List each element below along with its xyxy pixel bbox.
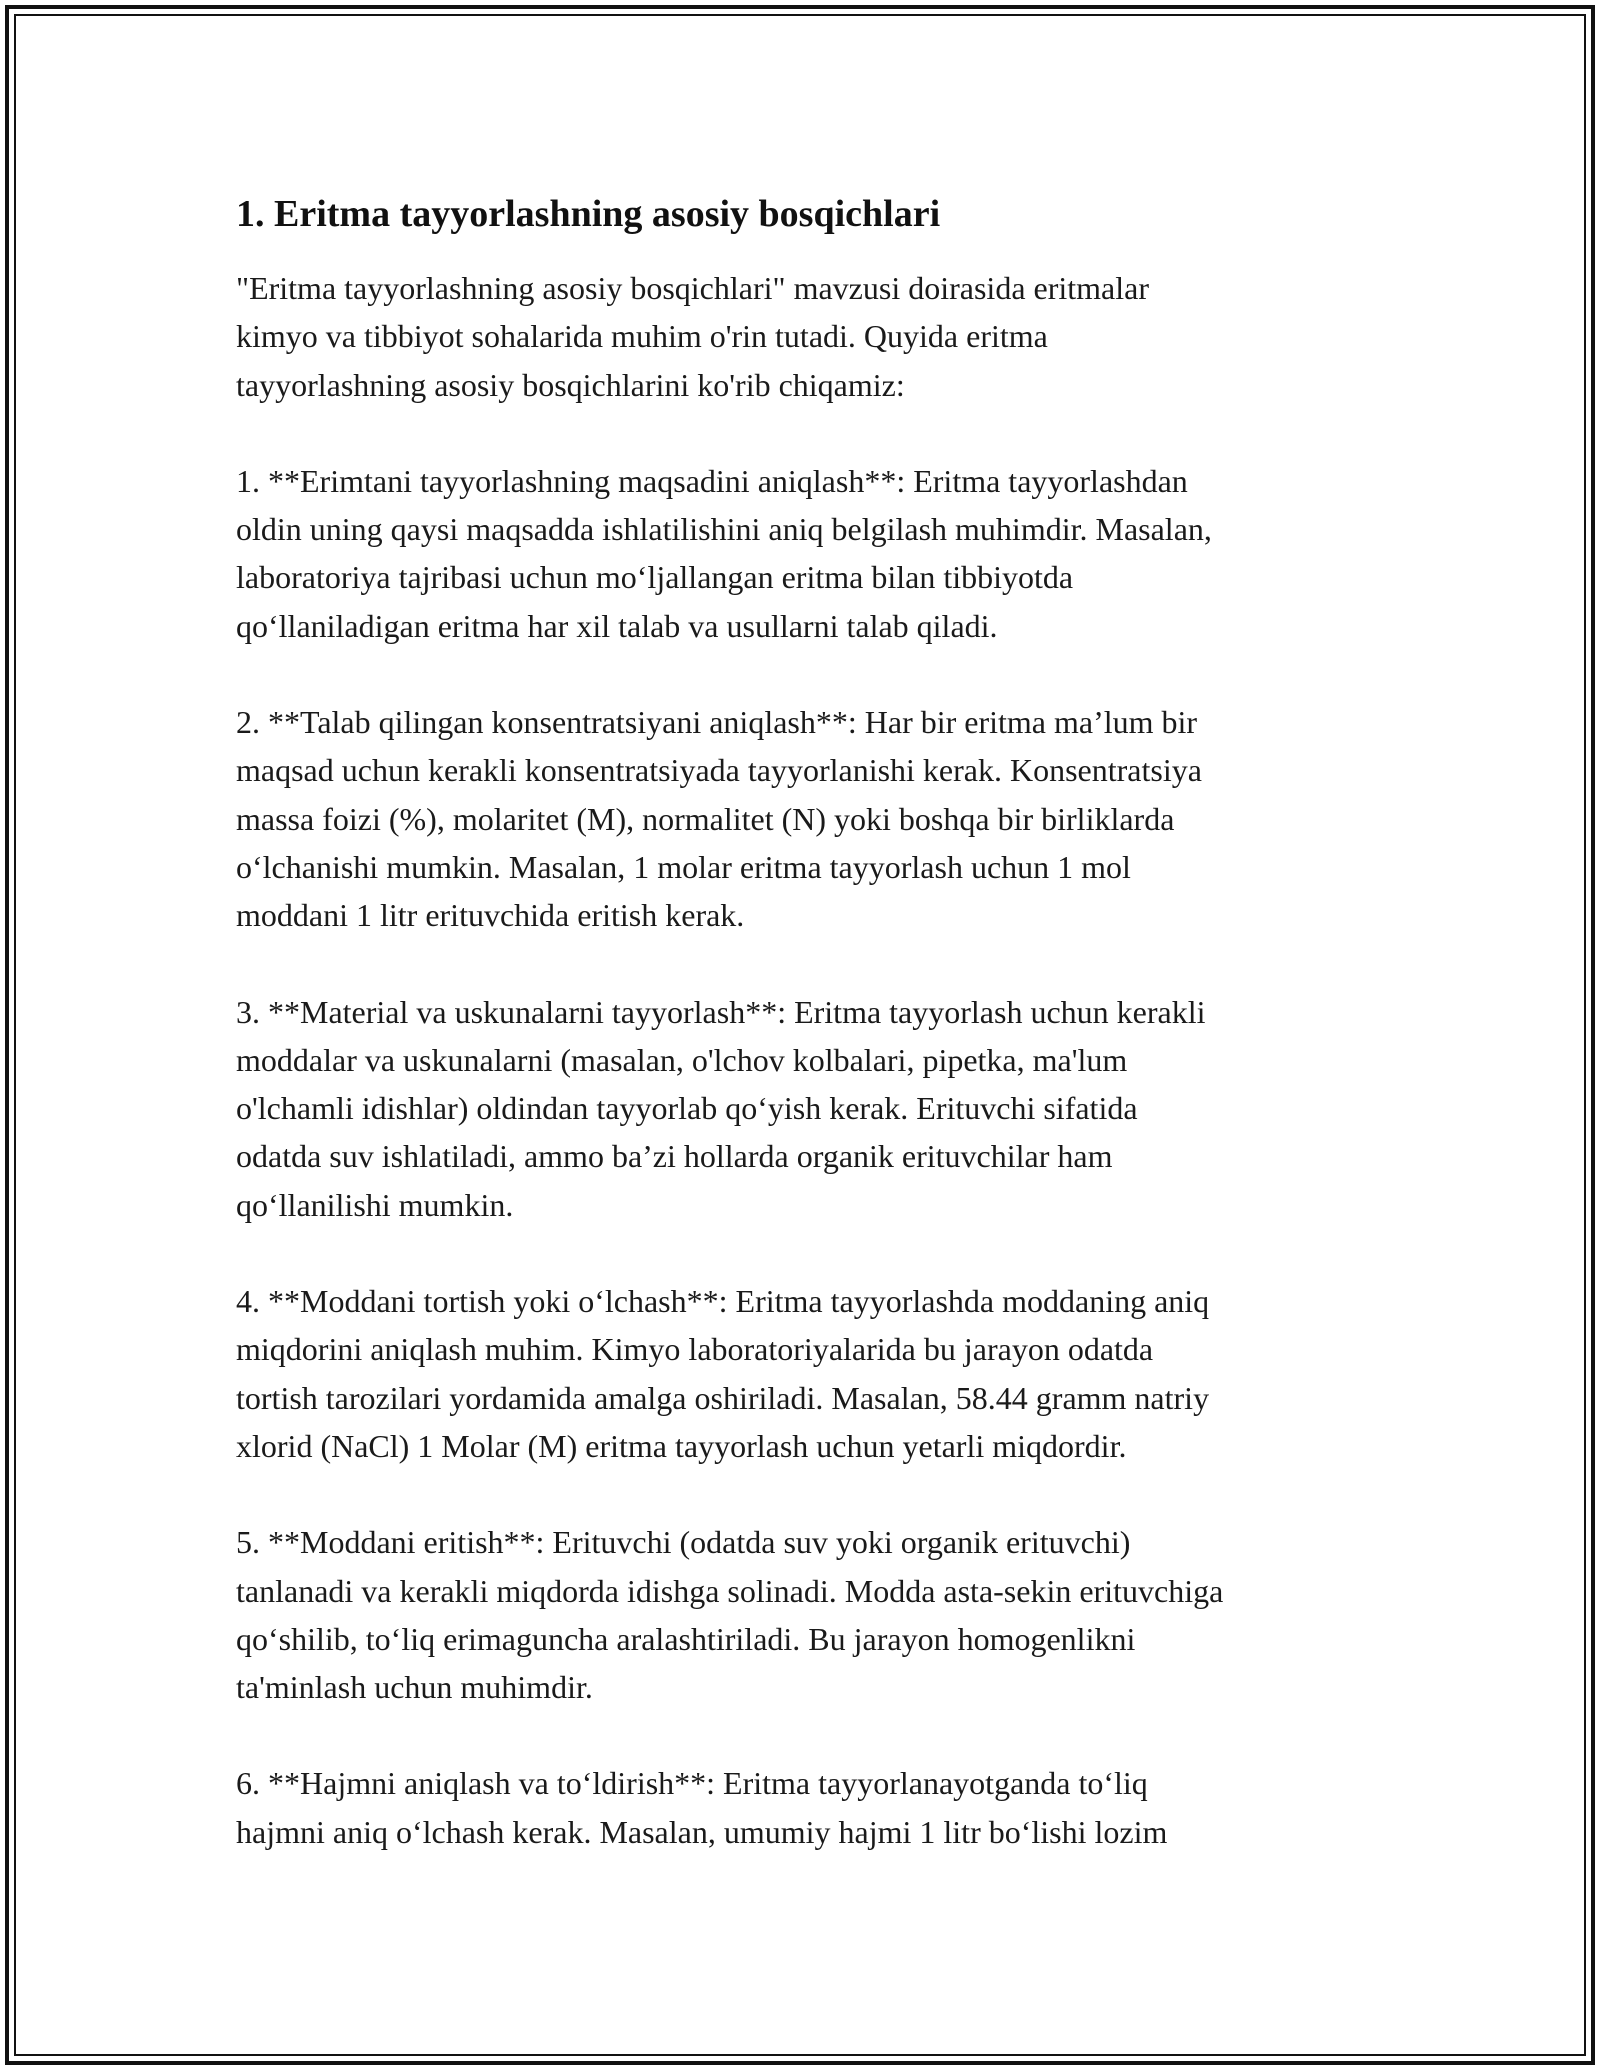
step-paragraph-2: 2. **Talab qilingan konsentratsiyani aniqlash**: Har bir eritma ma’lum bir maqsad uchun kerakli konsentratsiyada tayyorlanishi kerak. Konsentratsiya massa foizi (%), molaritet (M), normalitet (N) yoki boshqa bir birliklarda o‘lchanishi mumkin. Masalan, 1 molar eritma tayyorlash uchun 1 mol moddani 1 litr erituvchida eritish kerak. [236, 704, 1202, 934]
document-body [236, 186, 1396, 1904]
step-paragraph-5: 5. **Moddani eritish**: Erituvchi (odatda suv yoki organik erituvchi) tanlanadi va kerakli miqdorda idishga solinadi. Modda asta-sekin erituvchiga qo‘shilib, to‘liq erimaguncha aralashtiriladi. Bu jarayon homogenlikni ta'minlash uchun muhimdir. [236, 1524, 1224, 1706]
step-paragraph-6: 6. **Hajmni aniqlash va to‘ldirish**: Eritma tayyorlanayotganda to‘liq hajmni aniq o‘lchash kerak. Masalan, umumiy hajmi 1 litr bo‘lishi lozim [236, 1765, 1168, 1850]
step-paragraph-4: 4. **Moddani tortish yoki o‘lchash**: Eritma tayyorlashda moddaning aniq miqdorini aniqlash muhim. Kimyo laboratoriyalarida bu jarayon odatda tortish tarozilari yordamida amalga oshiriladi. Masalan, 58.44 gramm natriy xlorid (NaCl) 1 Molar (M) eritma tayyorlash uchun yetarli miqdordir. [236, 1283, 1210, 1464]
intro-paragraph: "Eritma tayyorlashning asosiy bosqichlari" mavzusi doirasida eritmalar kimyo va tibbiyot sohalarida muhim o'rin tutadi. Quyida eritma tayyorlashning asosiy bosqichlarini ko'rib chiqamiz: [236, 270, 1149, 403]
section-heading: 1. Eritma tayyorlashning asosiy bosqichlari [236, 193, 941, 235]
step-paragraph-3: 3. **Material va uskunalarni tayyorlash**: Eritma tayyorlash uchun kerakli moddalar va uskunalarni (masalan, o'lchov kolbalari, pipetka, ma'lum o'lchamli idishlar) oldindan tayyorlab qo‘yish kerak. Erituvchi sifatida odatda suv ishlatiladi, ammo ba’zi hollarda organik erituvchilar ham qo‘llanilishi mumkin. [236, 993, 1206, 1223]
step-paragraph-1: 1. **Erimtani tayyorlashning maqsadini aniqlash**: Eritma tayyorlashdan oldin uning qaysi maqsadda ishlatilishini aniq belgilash muhimdir. Masalan, laboratoriya tajribasi uchun mo‘ljallangan eritma bilan tibbiyotda qo‘llaniladigan eritma har xil talab va usullarni talab qiladi. [236, 462, 1212, 644]
